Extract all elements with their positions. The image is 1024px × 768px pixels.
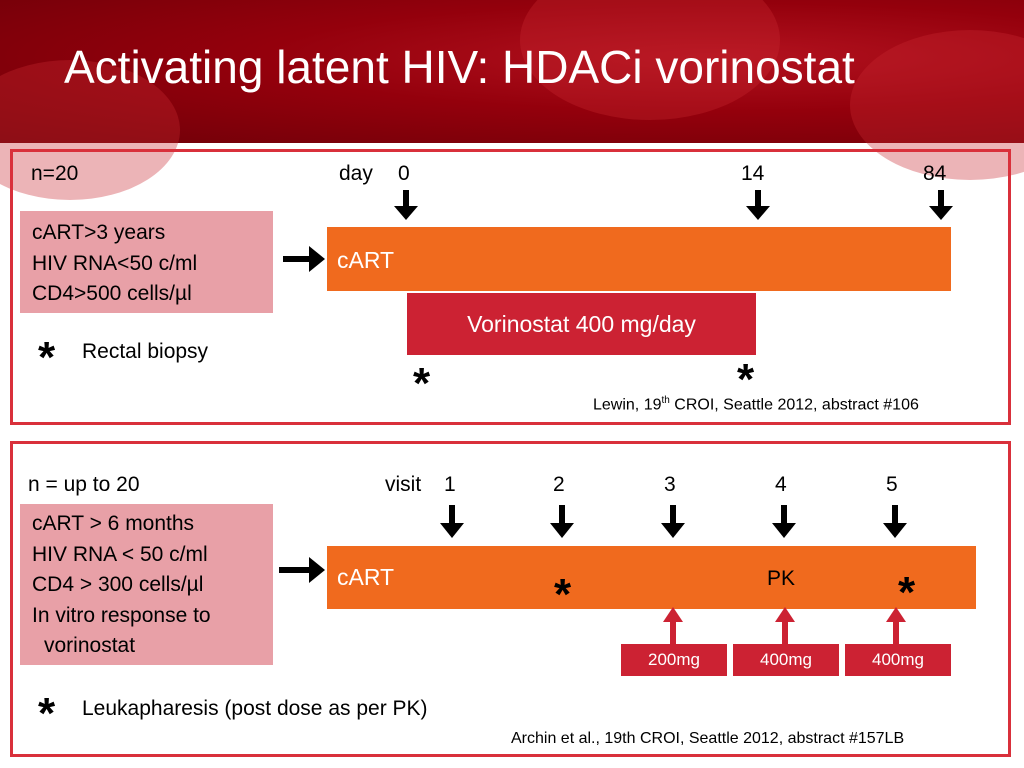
study2-n-label: n = up to 20 (28, 473, 140, 496)
study2-visit-1: 1 (444, 473, 456, 496)
study1-day-14: 14 (741, 162, 765, 185)
study2-cart-label: cART (337, 564, 395, 590)
up-arrow-icon (775, 606, 795, 646)
criteria-line: In vitro response to (32, 603, 211, 627)
study2-cart-bar (327, 546, 976, 609)
study2-legend-star: * (38, 689, 56, 738)
study2-visit-4: 4 (775, 473, 787, 496)
citation-part: CROI, Seattle 2012, abstract #106 (669, 396, 919, 414)
citation-superscript: th (661, 395, 670, 406)
study1-n-label: n=20 (31, 162, 79, 185)
pk-label: PK (767, 567, 796, 590)
vorinostat-label: Vorinostat 400 mg/day (467, 311, 696, 337)
criteria-line: HIV RNA<50 c/ml (32, 251, 198, 275)
study2-citation: Archin et al., 19th CROI, Seattle 2012, abstract #157LB (511, 730, 905, 747)
leuka-star-visit5: * (898, 568, 916, 617)
criteria-line: CD4>500 cells/µl (32, 282, 192, 305)
study2-legend-text: Leukapharesis (post dose as per PK) (82, 697, 428, 720)
study1-criteria-box (20, 211, 273, 313)
study2-criteria-box (20, 504, 273, 665)
criteria-line: CD4 > 300 cells/µl (32, 573, 204, 596)
down-arrow-icon (883, 505, 907, 539)
study1-cart-bar (327, 227, 951, 291)
down-arrow-icon (929, 190, 953, 222)
study2-visit-3: 3 (664, 473, 676, 496)
dose-box-visit3: 200mg (621, 644, 727, 676)
leuka-star-visit2: * (554, 570, 572, 619)
criteria-line: cART > 6 months (32, 512, 195, 535)
citation-part: Lewin, 19 (593, 396, 662, 414)
down-arrow-icon (661, 505, 685, 539)
study1-legend-text: Rectal biopsy (82, 340, 209, 363)
biopsy-star-day14: * (737, 355, 755, 404)
title-banner (0, 0, 1024, 143)
study2-visit-2: 2 (553, 473, 565, 496)
down-arrow-icon (746, 190, 770, 222)
down-arrow-icon (550, 505, 574, 539)
down-arrow-icon (772, 505, 796, 539)
right-arrow-icon (283, 246, 325, 272)
study2-visit-5: 5 (886, 473, 898, 496)
study1-citation (593, 395, 919, 414)
down-arrow-icon (440, 505, 464, 539)
down-arrow-icon (394, 190, 418, 222)
biopsy-star-day0: * (413, 359, 431, 408)
page-title: Activating latent HIV: HDACi vorinostat (64, 41, 855, 93)
study1-cart-label: cART (337, 247, 395, 273)
study1-day-84: 84 (923, 162, 947, 185)
criteria-line: cART>3 years (32, 221, 166, 244)
study1-legend-star: * (38, 333, 56, 382)
up-arrow-icon (663, 606, 683, 646)
criteria-line: HIV RNA < 50 c/ml (32, 542, 208, 566)
up-arrow-icon (886, 606, 906, 646)
study2-visit-label: visit (385, 473, 422, 496)
dose-box-visit4: 400mg (733, 644, 839, 676)
study1-day-0: 0 (398, 162, 410, 185)
study1-day-label: day (339, 162, 373, 185)
right-arrow-icon (279, 557, 325, 583)
dose-box-visit5: 400mg (845, 644, 951, 676)
criteria-line: vorinostat (44, 634, 136, 657)
